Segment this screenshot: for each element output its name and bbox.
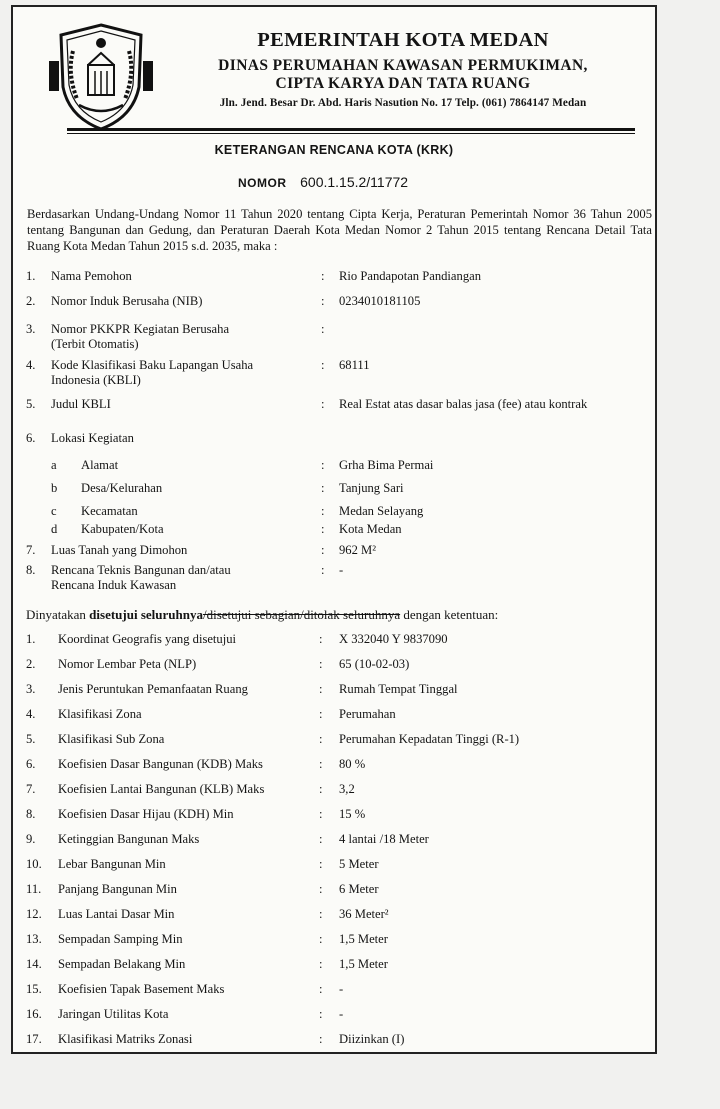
provision-value: Perumahan: [339, 707, 396, 721]
document-title: KETERANGAN RENCANA KOTA (KRK): [214, 143, 454, 157]
provision-value: 4 lantai /18 Meter: [339, 832, 429, 846]
provision-number: 3.: [26, 682, 36, 696]
field-number: 8.: [26, 563, 36, 577]
location-value: Grha Bima Permai: [339, 458, 434, 472]
field-number: 2.: [26, 294, 36, 308]
provision-colon: :: [319, 857, 323, 871]
field-value: 962 M²: [339, 543, 377, 557]
location-label: Kecamatan: [81, 504, 138, 518]
statement-approved: disetujui seluruhnya: [89, 607, 203, 622]
field-colon: :: [321, 522, 325, 536]
location-label: Kabupaten/Kota: [81, 522, 164, 536]
provision-label: Koordinat Geografis yang disetujui: [58, 632, 237, 646]
field-label: Kode Klasifikasi Baku Lapangan Usaha Indonesia (KBLI): [51, 358, 254, 387]
field-colon: :: [321, 543, 325, 557]
provision-value: Rumah Tempat Tinggal: [339, 682, 458, 696]
provision-colon: :: [319, 707, 323, 721]
field-label: Lokasi Kegiatan: [51, 431, 134, 445]
header-rule-thin: [67, 133, 635, 134]
provision-label: Koefisien Dasar Bangunan (KDB) Maks: [58, 757, 263, 771]
field-colon: :: [321, 504, 325, 518]
field-label: Nama Pemohon: [51, 269, 132, 283]
field-colon: :: [321, 481, 325, 495]
header-rule-thick: [67, 128, 635, 131]
field-number: 7.: [26, 543, 36, 557]
provision-label: Klasifikasi Zona: [58, 707, 142, 721]
provision-number: 15.: [26, 982, 42, 996]
provision-label: Sempadan Belakang Min: [58, 957, 186, 971]
statement-suffix: dengan ketentuan:: [400, 607, 499, 622]
provision-number: 13.: [26, 932, 42, 946]
provision-value: 3,2: [339, 782, 355, 796]
provision-label: Klasifikasi Sub Zona: [58, 732, 165, 746]
document-number-label: NOMOR: [238, 176, 287, 190]
provision-number: 5.: [26, 732, 36, 746]
field-number: 5.: [26, 397, 36, 411]
provision-colon: :: [319, 882, 323, 896]
provision-value: 65 (10-02-03): [339, 657, 410, 671]
approval-statement: [26, 607, 498, 623]
location-value: Medan Selayang: [339, 504, 424, 518]
provision-label: Panjang Bangunan Min: [58, 882, 177, 896]
provision-value: 15 %: [339, 807, 366, 821]
field-label: Luas Tanah yang Dimohon: [51, 543, 188, 557]
provision-colon: :: [319, 682, 323, 696]
provision-colon: :: [319, 657, 323, 671]
provision-value: Diizinkan (I): [339, 1032, 405, 1046]
statement-prefix: Dinyatakan: [26, 607, 90, 622]
field-colon: :: [321, 458, 325, 472]
provision-number: 11.: [26, 882, 42, 896]
field-number: 4.: [26, 358, 36, 372]
provision-value: 36 Meter²: [339, 907, 389, 921]
provision-value: Perumahan Kepadatan Tinggi (R-1): [339, 732, 520, 746]
provision-number: 17.: [26, 1032, 42, 1046]
provision-number: 7.: [26, 782, 36, 796]
provision-colon: :: [319, 957, 323, 971]
provision-number: 9.: [26, 832, 36, 846]
provision-colon: :: [319, 832, 323, 846]
location-letter: c: [51, 504, 57, 518]
intro-paragraph: Berdasarkan Undang-Undang Nomor 11 Tahun 2020 tentang Cipta Kerja, Peraturan Pemerintah Nomor 36 Tahun 2005 tentang Bangunan dan Gedung, dan Peraturan Daerah Kota Medan Nomor 2 Tahun 2015 tentang Rencana Detail Tata Ruang Kota Medan Tahun 2015 s.d. 2035, maka :: [27, 207, 652, 253]
provision-colon: :: [319, 632, 323, 646]
provision-label: Nomor Lembar Peta (NLP): [58, 657, 197, 671]
provision-colon: :: [319, 1032, 323, 1046]
provision-value: 5 Meter: [339, 857, 379, 871]
provision-value: -: [339, 982, 344, 996]
location-label: Alamat: [81, 458, 119, 472]
provision-colon: :: [319, 982, 323, 996]
document-number-value: 600.1.15.2/11772: [300, 174, 409, 190]
provision-label: Klasifikasi Matriks Zonasi: [58, 1032, 193, 1046]
location-letter: b: [51, 481, 58, 495]
provision-number: 16.: [26, 1007, 42, 1021]
provision-label: Koefisien Dasar Hijau (KDH) Min: [58, 807, 234, 821]
field-value: -: [339, 563, 344, 577]
location-letter: d: [51, 522, 58, 536]
provision-number: 2.: [26, 657, 36, 671]
header-address: Jln. Jend. Besar Dr. Abd. Haris Nasution No. 17 Telp. (061) 7864147 Medan: [219, 97, 587, 109]
field-value: Real Estat atas dasar balas jasa (fee) atau kontrak: [339, 397, 588, 411]
field-value: 68111: [339, 358, 370, 372]
provision-label: Koefisien Tapak Basement Maks: [58, 982, 225, 996]
document-sheet: [11, 5, 657, 1054]
provision-label: Jenis Peruntukan Pemanfaatan Ruang: [58, 682, 248, 696]
city-emblem-logo: [43, 21, 159, 135]
provision-value: X 332040 Y 9837090: [339, 632, 448, 646]
location-value: Tanjung Sari: [339, 481, 404, 495]
provision-label: Koefisien Lantai Bangunan (KLB) Maks: [58, 782, 265, 796]
provision-label: Luas Lantai Dasar Min: [58, 907, 175, 921]
document-number: [238, 174, 408, 190]
provision-label: Lebar Bangunan Min: [58, 857, 166, 871]
field-colon: :: [321, 322, 325, 336]
provision-value: 1,5 Meter: [339, 957, 388, 971]
provision-colon: :: [319, 1007, 323, 1021]
statement-struck-options: /disetujui sebagian/ditolak seluruhnya: [202, 607, 401, 622]
provision-value: 6 Meter: [339, 882, 379, 896]
provision-label: Jaringan Utilitas Kota: [58, 1007, 169, 1021]
provision-label: Ketinggian Bangunan Maks: [58, 832, 200, 846]
field-colon: :: [321, 358, 325, 372]
provision-colon: :: [319, 732, 323, 746]
field-number: 3.: [26, 322, 36, 336]
provision-number: 8.: [26, 807, 36, 821]
field-label: Nomor Induk Berusaha (NIB): [51, 294, 203, 308]
field-label: Rencana Teknis Bangunan dan/atau Rencana Induk Kawasan: [51, 563, 231, 592]
location-label: Desa/Kelurahan: [81, 481, 163, 495]
provision-number: 12.: [26, 907, 42, 921]
field-label: Nomor PKKPR Kegiatan Berusaha (Terbit Otomatis): [51, 322, 230, 351]
header-government-name: PEMERINTAH KOTA MEDAN: [257, 29, 549, 51]
provision-colon: :: [319, 932, 323, 946]
provision-number: 6.: [26, 757, 36, 771]
field-number: 1.: [26, 269, 36, 283]
provision-colon: :: [319, 807, 323, 821]
location-value: Kota Medan: [339, 522, 402, 536]
field-colon: :: [321, 294, 325, 308]
provision-colon: :: [319, 782, 323, 796]
field-value: 0234010181105: [339, 294, 421, 308]
header-department-line1: DINAS PERUMAHAN KAWASAN PERMUKIMAN,: [218, 57, 588, 74]
location-letter: a: [51, 458, 57, 472]
field-colon: :: [321, 563, 325, 577]
provision-number: 14.: [26, 957, 42, 971]
header-department-line2: CIPTA KARYA DAN TATA RUANG: [275, 75, 531, 92]
provision-value: 80 %: [339, 757, 366, 771]
field-number: 6.: [26, 431, 36, 445]
provision-number: 1.: [26, 632, 36, 646]
provision-colon: :: [319, 907, 323, 921]
field-colon: :: [321, 269, 325, 283]
provision-number: 4.: [26, 707, 36, 721]
provision-label: Sempadan Samping Min: [58, 932, 183, 946]
provision-colon: :: [319, 757, 323, 771]
field-value: Rio Pandapotan Pandiangan: [339, 269, 482, 283]
field-colon: :: [321, 397, 325, 411]
field-label: Judul KBLI: [51, 397, 111, 411]
provision-number: 10.: [26, 857, 42, 871]
provision-value: -: [339, 1007, 344, 1021]
provision-value: 1,5 Meter: [339, 932, 388, 946]
